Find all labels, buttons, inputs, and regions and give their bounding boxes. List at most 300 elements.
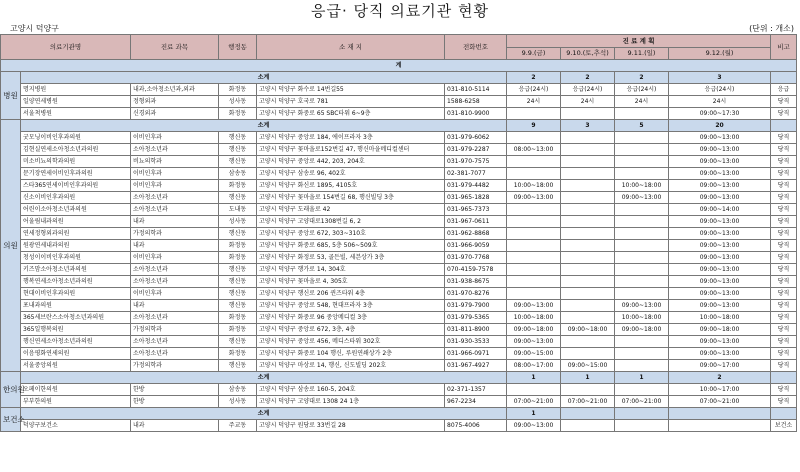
facility-day-4: 09:00~13:00 <box>669 264 771 276</box>
facility-note: 당직 <box>771 312 797 324</box>
header-district: 행정동 <box>219 35 257 60</box>
facility-day-2 <box>561 180 615 192</box>
facility-name: 굿모닝이비인후과의원 <box>21 132 131 144</box>
facility-dept: 소아청소년과 <box>131 336 219 348</box>
facility-row <box>1 252 797 264</box>
facility-day-2: 07:00~21:00 <box>561 396 615 408</box>
facility-dept: 내과 <box>131 216 219 228</box>
facility-day-2 <box>561 108 615 120</box>
subtotal-count: 2 <box>615 72 669 84</box>
subtotal-count: 2 <box>507 72 561 84</box>
facility-day-3 <box>615 288 669 300</box>
facility-note: 당직 <box>771 360 797 372</box>
facility-note: 당직 <box>771 336 797 348</box>
facility-phone: 031-979-7900 <box>445 300 507 312</box>
facility-dept: 가정의학과 <box>131 228 219 240</box>
facility-day-1 <box>507 156 561 168</box>
facility-name: 부부한의원 <box>21 396 131 408</box>
facility-note: 보건소 <box>771 420 797 432</box>
facility-note: 당직 <box>771 168 797 180</box>
facility-phone: 031-965-7373 <box>445 204 507 216</box>
facility-address: 고양시 덕양구 화정로 53, 골든빌, 세븐상가 3층 <box>257 252 445 264</box>
header-row-1 <box>1 35 797 48</box>
facility-note: 당직 <box>771 204 797 216</box>
facility-day-4: 09:00~14:00 <box>669 204 771 216</box>
category-label: 병원 <box>1 72 21 120</box>
facility-phone: 1588-6258 <box>445 96 507 108</box>
facility-address: 고양시 덕양구 삼송로 96, 402호 <box>257 168 445 180</box>
facility-phone: 8075-4006 <box>445 420 507 432</box>
facility-dept: 내과 <box>131 420 219 432</box>
facility-dept: 이비인후과 <box>131 180 219 192</box>
facility-district: 화정동 <box>219 324 257 336</box>
facility-phone: 031-962-8868 <box>445 228 507 240</box>
facility-note: 응급 <box>771 84 797 96</box>
facility-dept: 소아청소년과 <box>131 348 219 360</box>
facility-note: 당직 <box>771 228 797 240</box>
facility-name: 365세브란스소아청소년과의원 <box>21 312 131 324</box>
facility-phone: 02-381-7077 <box>445 168 507 180</box>
facility-row <box>1 108 797 120</box>
facility-name: 키즈맘소아청소년과의원 <box>21 264 131 276</box>
facility-note: 당직 <box>771 96 797 108</box>
subtotal-count: 1 <box>561 372 615 384</box>
facility-day-2 <box>561 156 615 168</box>
facility-address: 고양시 덕양구 행신로 206 퀸즈타워 4층 <box>257 288 445 300</box>
facility-address: 고양시 덕양구 행가로 14, 304호 <box>257 264 445 276</box>
facility-dept: 내과,소아청소년과,외과 <box>131 84 219 96</box>
header-day-2: 9.10.(토,추석) <box>561 47 615 60</box>
facility-name: 스타365연세이비인후과의원 <box>21 180 131 192</box>
header-dept: 진료 과목 <box>131 35 219 60</box>
subtotal-count: 2 <box>561 72 615 84</box>
facility-row <box>1 264 797 276</box>
facility-day-3 <box>615 132 669 144</box>
facility-district: 화정동 <box>219 84 257 96</box>
facility-dept: 소아청소년과 <box>131 144 219 156</box>
facility-day-4: 09:00~13:00 <box>669 300 771 312</box>
facility-district: 주교동 <box>219 420 257 432</box>
facility-dept: 한방 <box>131 384 219 396</box>
facility-dept: 가정의학과 <box>131 324 219 336</box>
facility-address: 고양시 덕양구 화중로 104 행신, 루원연쇄상가 2층 <box>257 348 445 360</box>
facility-name: 서울척병원 <box>21 108 131 120</box>
facility-day-4: 09:00~13:00 <box>669 180 771 192</box>
facility-dept: 이비인후과 <box>131 288 219 300</box>
facility-row <box>1 348 797 360</box>
facility-district: 화정동 <box>219 348 257 360</box>
facility-day-1 <box>507 132 561 144</box>
grand-total-row <box>1 60 797 72</box>
facility-address: 고양시 덕양구 원당로 33번길 28 <box>257 420 445 432</box>
subtotal-label: 소계 <box>21 72 507 84</box>
facility-day-4: 09:00~13:00 <box>669 276 771 288</box>
facility-address: 고양시 덕양구 중앙로 184, 에이프라자 3층 <box>257 132 445 144</box>
unit-label: (단위 : 개소) <box>749 24 794 33</box>
subtotal-count: 9 <box>507 120 561 132</box>
facility-note: 당직 <box>771 300 797 312</box>
subtotal-count: 3 <box>561 120 615 132</box>
facility-dept: 소아청소년과 <box>131 276 219 288</box>
subtotal-note <box>771 120 797 132</box>
facility-day-3 <box>615 348 669 360</box>
facility-day-3: 24시 <box>615 96 669 108</box>
facility-row <box>1 180 797 192</box>
facility-name: 현대이비인후과의원 <box>21 288 131 300</box>
facility-day-1 <box>507 240 561 252</box>
header-phone: 전화번호 <box>445 35 507 60</box>
subtotal-label: 소계 <box>21 408 507 420</box>
facility-day-3 <box>615 420 669 432</box>
facility-note: 당직 <box>771 216 797 228</box>
facility-day-2 <box>561 228 615 240</box>
facility-name: 김현실연세소아청소년과의원 <box>21 144 131 156</box>
facility-day-2 <box>561 288 615 300</box>
facility-day-2 <box>561 312 615 324</box>
facility-name: 어울림내과의원 <box>21 216 131 228</box>
header-day-3: 9.11.(일) <box>615 47 669 60</box>
facility-name: 어린이소아청소년과의원 <box>21 204 131 216</box>
facility-phone: 031-810-9900 <box>445 108 507 120</box>
facility-dept: 내과 <box>131 240 219 252</box>
facility-day-2 <box>561 252 615 264</box>
facility-phone: 031-970-7575 <box>445 156 507 168</box>
facility-row <box>1 396 797 408</box>
facility-day-2 <box>561 192 615 204</box>
facility-row <box>1 156 797 168</box>
facility-address: 고양시 덕양구 중앙로 548, 현대프라자 3층 <box>257 300 445 312</box>
facility-dept: 비뇨의학과 <box>131 156 219 168</box>
facility-name: 미소비뇨의학과의원 <box>21 156 131 168</box>
facility-name: 행신연세소아청소년과의원 <box>21 336 131 348</box>
facility-day-3 <box>615 240 669 252</box>
facility-day-2 <box>561 348 615 360</box>
facility-day-4: 24시 <box>669 96 771 108</box>
subtotal-count: 20 <box>669 120 771 132</box>
facility-day-4: 09:00~13:00 <box>669 168 771 180</box>
facility-row <box>1 384 797 396</box>
facility-address: 고양시 덕양구 중앙로 672, 303~310호 <box>257 228 445 240</box>
facility-note: 당직 <box>771 144 797 156</box>
facility-day-2 <box>561 132 615 144</box>
facility-district: 행신동 <box>219 144 257 156</box>
facility-day-1 <box>507 276 561 288</box>
facility-name: 서울중앙의원 <box>21 360 131 372</box>
facility-day-1 <box>507 252 561 264</box>
facility-day-1: 24시 <box>507 96 561 108</box>
facility-district: 화정동 <box>219 108 257 120</box>
facility-name: 신소이비인후과의원 <box>21 192 131 204</box>
facility-row <box>1 276 797 288</box>
facility-row <box>1 96 797 108</box>
facility-address: 고양시 덕양구 꽃마을로152번길 47, 행신마을메디컬센터 <box>257 144 445 156</box>
facility-phone: 031-966-0971 <box>445 348 507 360</box>
facility-name: 원광연세내과의원 <box>21 240 131 252</box>
facility-district: 행신동 <box>219 228 257 240</box>
facility-day-1: 08:00~13:00 <box>507 144 561 156</box>
facility-day-1: 응급(24시) <box>507 84 561 96</box>
facility-district: 성사동 <box>219 96 257 108</box>
facility-address: 고양시 덕양구 고양대로 1308 24 1층 <box>257 396 445 408</box>
facility-address: 고양시 덕양구 삼송로 160-5, 204호 <box>257 384 445 396</box>
facility-day-4: 09:00~13:00 <box>669 132 771 144</box>
facility-day-2 <box>561 276 615 288</box>
facility-address: 고양시 덕양구 화중로 96 중앙메디컬 3층 <box>257 312 445 324</box>
facility-day-1: 09:00~15:00 <box>507 348 561 360</box>
facility-row <box>1 132 797 144</box>
subtotal-count <box>669 408 771 420</box>
facility-phone: 031-967-4927 <box>445 360 507 372</box>
facility-day-4: 10:00~18:00 <box>669 312 771 324</box>
facility-phone: 031-970-7768 <box>445 252 507 264</box>
category-label: 의원 <box>1 120 21 372</box>
facility-day-4: 09:00~13:00 <box>669 240 771 252</box>
facility-day-1 <box>507 108 561 120</box>
facility-row <box>1 360 797 372</box>
facility-address: 고양시 덕양구 꽃마을로 4, 305호 <box>257 276 445 288</box>
facility-table <box>0 34 797 432</box>
facility-day-3 <box>615 384 669 396</box>
facility-district: 행신동 <box>219 336 257 348</box>
facility-day-2: 09:00~18:00 <box>561 324 615 336</box>
facility-address: 고양시 덕양구 마상로 14, 행신, 신도빌딩 202호 <box>257 360 445 372</box>
facility-day-1 <box>507 288 561 300</box>
facility-note: 당직 <box>771 252 797 264</box>
facility-day-1: 07:00~21:00 <box>507 396 561 408</box>
facility-note: 당직 <box>771 276 797 288</box>
subtotal-label: 소계 <box>21 120 507 132</box>
facility-note: 당직 <box>771 288 797 300</box>
facility-name: 포내과의원 <box>21 300 131 312</box>
subtotal-count: 3 <box>669 72 771 84</box>
facility-day-3 <box>615 108 669 120</box>
facility-day-4: 09:00~13:00 <box>669 144 771 156</box>
facility-day-1: 09:00~13:00 <box>507 336 561 348</box>
facility-row <box>1 144 797 156</box>
facility-dept: 정형외과 <box>131 96 219 108</box>
category-label: 보건소 <box>1 408 21 432</box>
facility-day-2 <box>561 264 615 276</box>
subtotal-count: 1 <box>507 408 561 420</box>
facility-phone: 031-810-5114 <box>445 84 507 96</box>
facility-day-3 <box>615 204 669 216</box>
facility-day-1: 09:00~13:00 <box>507 192 561 204</box>
facility-note: 당직 <box>771 192 797 204</box>
header-plan: 진 료 계 획 <box>507 35 771 48</box>
facility-name: 명지병원 <box>21 84 131 96</box>
facility-day-4: 09:00~13:00 <box>669 228 771 240</box>
facility-day-1: 09:00~13:00 <box>507 300 561 312</box>
facility-day-4: 09:00~13:00 <box>669 156 771 168</box>
facility-row <box>1 204 797 216</box>
facility-name: 행복연세소아청소년과의원 <box>21 276 131 288</box>
facility-address: 고양시 덕양구 중앙로 456, 메디스타워 302호 <box>257 336 445 348</box>
facility-day-1 <box>507 204 561 216</box>
facility-phone: 031-967-0611 <box>445 216 507 228</box>
header-note: 비고 <box>771 35 797 60</box>
region-label: 고양시 덕양구 <box>10 24 59 33</box>
facility-phone: 031-979-2287 <box>445 144 507 156</box>
facility-day-1: 09:00~13:00 <box>507 420 561 432</box>
subtotal-row <box>1 372 797 384</box>
subtotal-note <box>771 72 797 84</box>
facility-note: 당직 <box>771 324 797 336</box>
facility-day-1: 10:00~18:00 <box>507 312 561 324</box>
facility-district: 행신동 <box>219 288 257 300</box>
facility-day-2 <box>561 384 615 396</box>
facility-day-2 <box>561 204 615 216</box>
facility-day-3 <box>615 252 669 264</box>
facility-day-1 <box>507 216 561 228</box>
facility-phone: 031-966-9059 <box>445 240 507 252</box>
facility-address: 고양시 덕양구 고양대로1308번길 6, 2 <box>257 216 445 228</box>
facility-dept: 소아청소년과 <box>131 204 219 216</box>
facility-row <box>1 324 797 336</box>
facility-day-2 <box>561 420 615 432</box>
facility-note: 당직 <box>771 132 797 144</box>
facility-note: 당직 <box>771 396 797 408</box>
facility-row <box>1 216 797 228</box>
facility-row <box>1 288 797 300</box>
subtotal-row <box>1 72 797 84</box>
facility-day-4: 응급(24시) <box>669 84 771 96</box>
facility-address: 고양시 덕양구 도래울로 42 <box>257 204 445 216</box>
facility-note: 당직 <box>771 264 797 276</box>
facility-day-4: 09:00~17:00 <box>669 360 771 372</box>
facility-phone: 031-811-8900 <box>445 324 507 336</box>
facility-address: 고양시 덕양구 화중로 685, 5층 506~509호 <box>257 240 445 252</box>
subtotal-count: 5 <box>615 120 669 132</box>
facility-phone: 031-970-8276 <box>445 288 507 300</box>
facility-row <box>1 312 797 324</box>
facility-day-2 <box>561 240 615 252</box>
facility-day-4: 10:00~17:00 <box>669 384 771 396</box>
facility-address: 고양시 덕양구 화중로 65 SBC타워 6~9층 <box>257 108 445 120</box>
facility-district: 성사동 <box>219 396 257 408</box>
facility-phone: 070-4159-7578 <box>445 264 507 276</box>
facility-dept: 이비인후과 <box>131 252 219 264</box>
facility-day-4: 09:00~13:00 <box>669 288 771 300</box>
facility-note: 당직 <box>771 180 797 192</box>
facility-district: 삼송동 <box>219 384 257 396</box>
facility-dept: 이비인후과 <box>131 168 219 180</box>
facility-day-2 <box>561 336 615 348</box>
facility-row <box>1 84 797 96</box>
facility-day-4: 09:00~13:00 <box>669 192 771 204</box>
facility-day-3: 09:00~18:00 <box>615 324 669 336</box>
facility-dept: 소아청소년과 <box>131 264 219 276</box>
facility-address: 고양시 덕양구 중앙로 442, 203, 204호 <box>257 156 445 168</box>
facility-row <box>1 420 797 432</box>
facility-address: 고양시 덕양구 호국로 781 <box>257 96 445 108</box>
facility-district: 행신동 <box>219 192 257 204</box>
facility-day-4 <box>669 420 771 432</box>
facility-district: 행신동 <box>219 300 257 312</box>
facility-name: 일양연세병원 <box>21 96 131 108</box>
facility-note: 당직 <box>771 156 797 168</box>
facility-day-3: 07:00~21:00 <box>615 396 669 408</box>
subtotal-row <box>1 120 797 132</box>
facility-address: 고양시 덕양구 화수로 14번길55 <box>257 84 445 96</box>
facility-phone: 02-371-1357 <box>445 384 507 396</box>
facility-address: 고양시 덕양구 꽃마을로 154번길 68, 행신빌딩 3층 <box>257 192 445 204</box>
facility-row <box>1 300 797 312</box>
subtotal-count: 1 <box>507 372 561 384</box>
facility-district: 성사동 <box>219 216 257 228</box>
facility-dept: 소아청소년과 <box>131 192 219 204</box>
facility-name: 오페이한의원 <box>21 384 131 396</box>
facility-day-1 <box>507 264 561 276</box>
facility-district: 삼송동 <box>219 168 257 180</box>
facility-dept: 한방 <box>131 396 219 408</box>
subtotal-count: 1 <box>615 372 669 384</box>
facility-name: 연세정형외과의원 <box>21 228 131 240</box>
subtotal-count <box>561 408 615 420</box>
facility-phone: 967-2234 <box>445 396 507 408</box>
subtotal-note <box>771 372 797 384</box>
facility-day-3 <box>615 228 669 240</box>
facility-district: 화정동 <box>219 312 257 324</box>
facility-phone: 031-979-6062 <box>445 132 507 144</box>
facility-name: 문기장연세이비인후과의원 <box>21 168 131 180</box>
facility-dept: 소아청소년과 <box>131 312 219 324</box>
facility-phone: 031-938-8675 <box>445 276 507 288</box>
facility-day-3: 10:00~18:00 <box>615 312 669 324</box>
facility-dept: 가정의학과 <box>131 360 219 372</box>
facility-day-1: 08:00~17:00 <box>507 360 561 372</box>
facility-day-1 <box>507 384 561 396</box>
facility-day-1 <box>507 228 561 240</box>
facility-day-3 <box>615 168 669 180</box>
facility-day-2 <box>561 168 615 180</box>
facility-row <box>1 192 797 204</box>
subtotal-row <box>1 408 797 420</box>
facility-day-2: 09:00~15:00 <box>561 360 615 372</box>
subtitle-row <box>0 22 800 34</box>
facility-day-3 <box>615 360 669 372</box>
facility-name: 이음평화연세의원 <box>21 348 131 360</box>
facility-dept: 이비인후과 <box>131 132 219 144</box>
facility-phone: 031-979-5365 <box>445 312 507 324</box>
facility-day-2 <box>561 300 615 312</box>
subtotal-label: 소계 <box>21 372 507 384</box>
facility-day-3 <box>615 144 669 156</box>
facility-day-3: 09:00~13:00 <box>615 300 669 312</box>
facility-day-2: 응급(24시) <box>561 84 615 96</box>
facility-day-3 <box>615 336 669 348</box>
facility-dept: 내과 <box>131 300 219 312</box>
header-day-1: 9.9.(금) <box>507 47 561 60</box>
subtotal-note <box>771 408 797 420</box>
subtotal-count <box>615 408 669 420</box>
facility-name: 청성이이비인후과의원 <box>21 252 131 264</box>
facility-day-4: 09:00~13:00 <box>669 348 771 360</box>
page-title: 응급· 당직 의료기관 현황 <box>311 2 489 20</box>
facility-district: 화정동 <box>219 252 257 264</box>
facility-day-3: 응급(24시) <box>615 84 669 96</box>
facility-district: 행신동 <box>219 132 257 144</box>
facility-day-4: 07:00~21:00 <box>669 396 771 408</box>
facility-district: 행신동 <box>219 264 257 276</box>
facility-note: 당직 <box>771 108 797 120</box>
facility-district: 화정동 <box>219 180 257 192</box>
facility-day-2: 24시 <box>561 96 615 108</box>
facility-row <box>1 336 797 348</box>
facility-district: 행신동 <box>219 156 257 168</box>
header-day-4: 9.12.(월) <box>669 47 771 60</box>
facility-day-3 <box>615 156 669 168</box>
facility-day-2 <box>561 216 615 228</box>
